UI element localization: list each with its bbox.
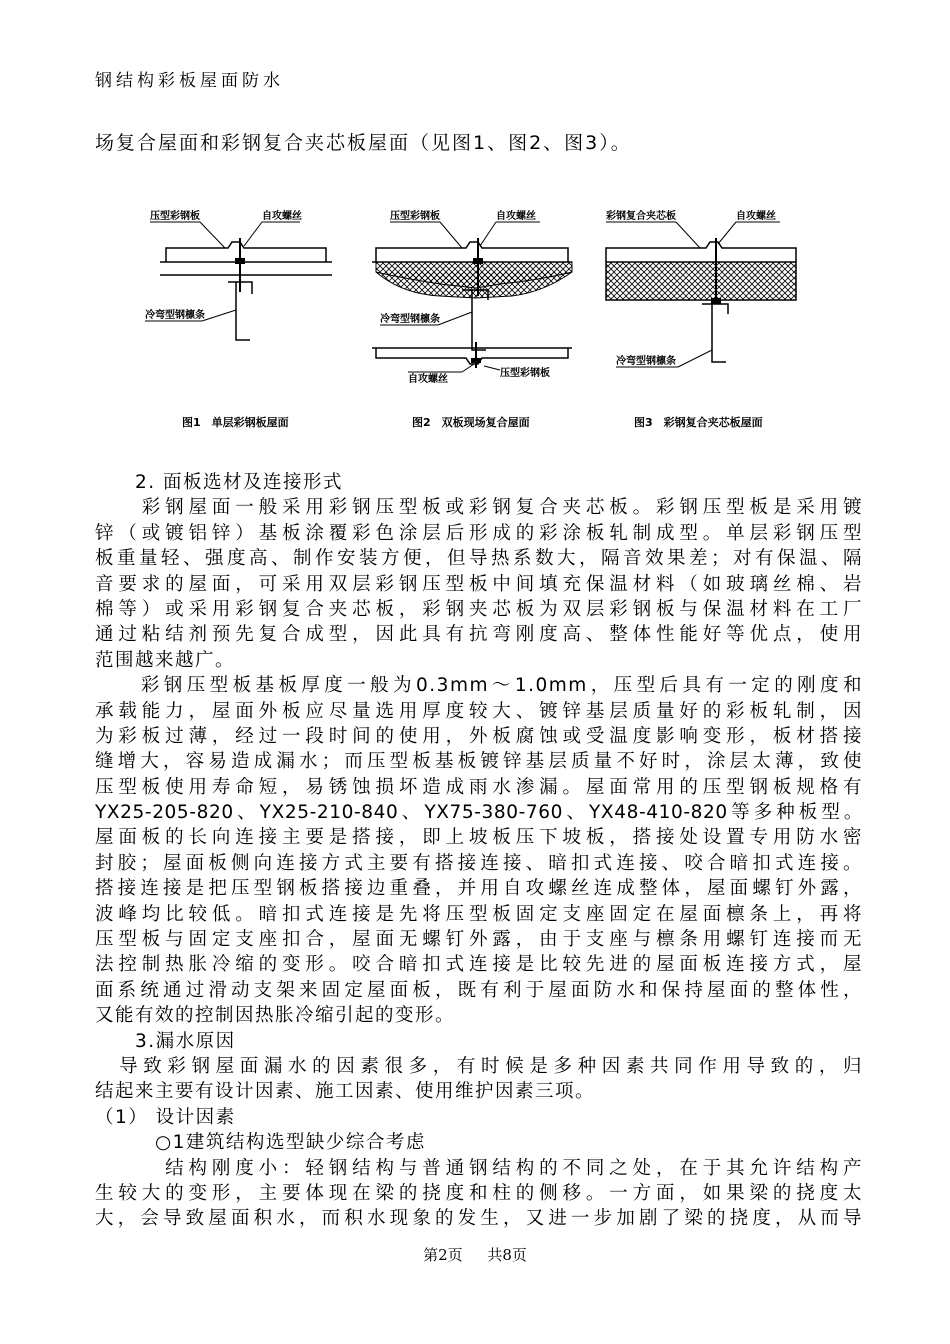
paragraph-line: 大，会导致屋面积水，而积水现象的发生，又进一步加剧了梁的挠度，从而导 (95, 1208, 863, 1230)
paragraph-line: 结构刚度小：轻钢结构与普通钢结构的不同之处，在于其允许结构产 (95, 1157, 863, 1179)
paragraph-line: 板重量轻、强度高、制作安装方便，但导热系数大，隔音效果差；对有保温、隔 (95, 548, 863, 570)
paragraph-line: 承载能力，屋面外板应尽量选用厚度较大、镀锌基层质量好的彩板轧制，因 (95, 700, 863, 722)
section-heading-3: 3.漏水原因 (95, 1030, 236, 1052)
paragraph-line: 又能有效的控制因热胀冷缩引起的变形。 (95, 1005, 456, 1027)
subsection-heading: （1） 设计因素 (95, 1106, 236, 1128)
fig2-screw-label: 自攻螺丝 (496, 211, 536, 222)
intro-paragraph: 场复合屋面和彩钢复合夹芯板屋面（见图1、图2、图3）。 (95, 132, 632, 154)
paragraph-line: 结起来主要有设计因素、施工因素、使用维护因素三项。 (95, 1081, 596, 1103)
paragraph-line: 封胶；屋面板侧向连接方式主要有搭接连接、暗扣式连接、咬合暗扣式连接。 (95, 852, 863, 874)
fig3-screw-label: 自攻螺丝 (736, 211, 776, 222)
figure-3-diagram (606, 209, 796, 429)
page-header: 钢结构彩板屋面防水 (95, 71, 284, 91)
fig1-panel-label: 压型彩钢板 (150, 211, 200, 222)
fig3-caption: 图3 彩钢复合夹芯板屋面 (634, 416, 763, 429)
paragraph-line: 搭接连接是把压型钢板搭接边重叠，并用自攻螺丝连成整体，屋面螺钉外露， (95, 878, 863, 900)
paragraph-line: 彩钢压型板基板厚度一般为0.3mm～1.0mm，压型后具有一定的刚度和 (95, 675, 863, 697)
paragraph-line: 通过粘结剂预先复合成型，因此具有抗弯刚度高、整体性能好等优点，使用 (95, 624, 863, 646)
paragraph-line: YX25-205-820、YX25-210-840、YX75-380-760、YX48-410-820等多种板型。 (95, 802, 863, 824)
fig1-screw-label: 自攻螺丝 (262, 211, 302, 222)
page-total: 共8页 (487, 1246, 527, 1264)
paragraph-line: 法控制热胀冷缩的变形。咬合暗扣式连接是比较先进的屋面板连接方式，屋 (95, 954, 863, 976)
page-number: 第2页 (423, 1246, 463, 1264)
fig2-purlin-label: 冷弯型钢檩条 (380, 314, 440, 325)
paragraph-line: 彩钢屋面一般采用彩钢压型板或彩钢复合夹芯板。彩钢压型板是采用镀 (95, 497, 863, 519)
fig3-panel-label: 彩钢复合夹芯板 (606, 211, 676, 222)
paragraph-line: 导致彩钢屋面漏水的因素很多，有时候是多种因素共同作用导致的，归 (95, 1055, 863, 1077)
paragraph-line: 波峰均比较低。暗扣式连接是先将压型板固定支座固定在屋面檩条上，再将 (95, 903, 863, 925)
body-text (95, 470, 863, 1232)
paragraph-line: 锌（或镀铝锌）基板涂覆彩色涂层后形成的彩涂板轧制成型。单层彩钢压型 (95, 522, 863, 544)
paragraph-line: 压型板使用寿命短，易锈蚀损坏造成雨水渗漏。屋面常用的压型钢板规格有 (95, 776, 863, 798)
subsection-item-heading: ○1建筑结构选型缺少综合考虑 (95, 1132, 426, 1154)
fig2-panel-bottom-label: 压型彩钢板 (500, 368, 550, 379)
paragraph-line: 生较大的变形，主要体现在梁的挠度和柱的侧移。一方面，如果梁的挠度太 (95, 1182, 863, 1204)
paragraph-line: 压型板与固定支座扣合，屋面无螺钉外露，由于支座与檩条用螺钉连接而无 (95, 929, 863, 951)
fig2-caption: 图2 双板现场复合屋面 (412, 416, 530, 429)
paragraph-line: 面系统通过滑动支架来固定屋面板，既有利于屋面防水和保持屋面的整体性， (95, 979, 863, 1001)
paragraph-line: 屋面板的长向连接主要是搭接，即上坡板压下坡板，搭接处设置专用防水密 (95, 827, 863, 849)
fig2-screw-bottom-label: 自攻螺丝 (408, 374, 448, 385)
fig1-purlin-label: 冷弯型钢檩条 (145, 310, 205, 321)
fig3-purlin-label: 冷弯型钢檩条 (616, 356, 676, 367)
figure-1-diagram (145, 209, 332, 429)
section-heading-2: 2. 面板选材及连接形式 (95, 472, 344, 493)
paragraph-line: 音要求的屋面，可采用双层彩钢压型板中间填充保温材料（如玻璃丝棉、岩 (95, 573, 863, 595)
paragraph-line: 为彩板过薄，经过一段时间的使用，外板腐蚀或受温度影响变形，板材搭接 (95, 725, 863, 747)
fig1-caption: 图1 单层彩钢板屋面 (182, 416, 289, 429)
figure-2-diagram (372, 209, 572, 429)
paragraph-line: 范围越来越广。 (95, 649, 236, 671)
fig2-panel-label: 压型彩钢板 (390, 211, 440, 222)
page-footer (0, 1244, 950, 1265)
figures-panel (140, 200, 800, 445)
paragraph-line: 缝增大，容易造成漏水；而压型板基板镀锌基层质量不好时，涂层太薄，致使 (95, 751, 863, 773)
paragraph-line: 棉等）或采用彩钢复合夹芯板，彩钢夹芯板为双层彩钢板与保温材料在工厂 (95, 598, 863, 620)
